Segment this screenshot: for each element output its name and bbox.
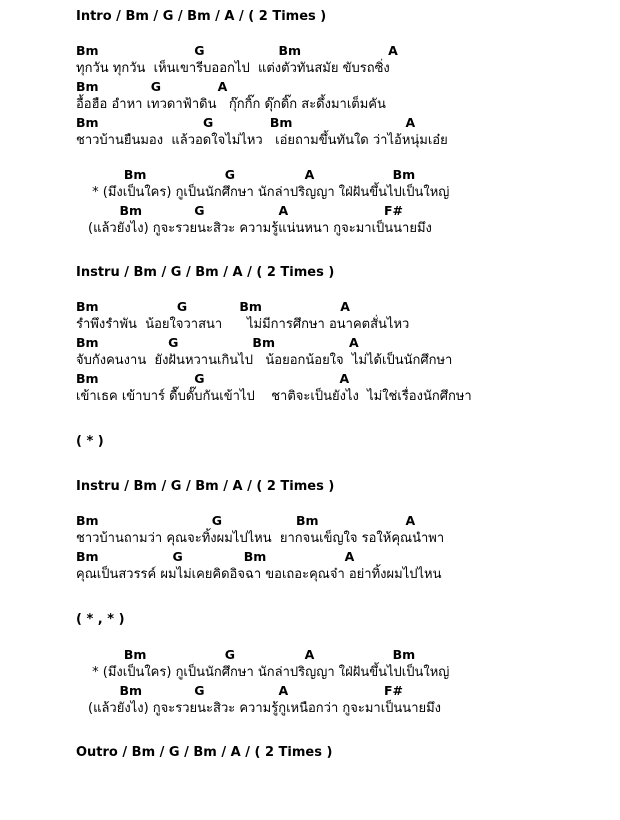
spacer bbox=[0, 26, 620, 42]
chord-line: Bm G A Bm bbox=[76, 167, 416, 182]
chord-line: Bm G Bm A bbox=[76, 513, 416, 528]
lyric-line: จับกังคนงาน ยังฝันหวานเกินไป น้อยอกน้อยใจ ไม่ได้เป็นนักศึกษา bbox=[76, 353, 453, 368]
verse-verse-3 bbox=[0, 512, 620, 584]
repeat-marker-marker-2: ( * , * ) bbox=[76, 612, 125, 627]
lyric-line: ชาวบ้านถามว่า คุณจะทิ้งผมไปไหน ยากจนเข็ญใจ รอให้คุณนำพา bbox=[76, 531, 445, 546]
lyric-line: อื้อฮือ อำหา เทวดาฟ้าดิน กุ๊กกิ๊ก ดุ๊กดิ๊ก สะดึ้งมาเต็มคัน bbox=[76, 97, 386, 112]
chord-line: Bm G A F# bbox=[76, 683, 403, 698]
lyric-line: ทุกวัน ทุกวัน เห็นเขารีบออกไป แต่งตัวทันสมัย ขับรถซิ่ง bbox=[76, 61, 390, 76]
lyric-line: ชาวบ้านยืนมอง แล้วอดใจไม่ไหว เอ่ยถามขึ้นทันใด ว่าไอ้หนุ่มเอ๋ย bbox=[76, 133, 448, 148]
section-heading-outro: Outro / Bm / G / Bm / A / ( 2 Times ) bbox=[76, 745, 333, 760]
lyric-line: * (มึงเป็นใคร) กูเป็นนักศึกษา นักล่าปริญญา ใฝ่ฝันขึ้นไปเป็นใหญ่ bbox=[88, 665, 450, 680]
verse-verse-1 bbox=[0, 42, 620, 150]
spacer bbox=[0, 238, 620, 264]
chord-line: Bm G A F# bbox=[76, 203, 403, 218]
section-heading-instru-1: Instru / Bm / G / Bm / A / ( 2 Times ) bbox=[76, 265, 335, 280]
lyric-line: (แล้วยังไง) กูจะรวยนะสิวะ ความรู้กูเหนือกว่า กูจะมาเป็นนายมึง bbox=[88, 701, 442, 716]
chorus-chorus-1 bbox=[0, 166, 620, 238]
chord-line: Bm G Bm A bbox=[76, 335, 359, 350]
chord-line: Bm G A bbox=[76, 371, 350, 386]
spacer bbox=[0, 452, 620, 478]
lyric-line: รำพึงรำพัน น้อยใจวาสนา ไม่มีการศึกษา อนาคตสั่นไหว bbox=[76, 317, 410, 332]
section-heading-instru-2: Instru / Bm / G / Bm / A / ( 2 Times ) bbox=[76, 479, 335, 494]
lyric-line: * (มึงเป็นใคร) กูเป็นนักศึกษา นักล่าปริญญา ใฝ่ฝันขึ้นไปเป็นใหญ่ bbox=[88, 185, 450, 200]
chorus-chorus-2 bbox=[0, 646, 620, 718]
spacer bbox=[0, 282, 620, 298]
spacer bbox=[0, 718, 620, 744]
chord-line: Bm G A Bm bbox=[76, 647, 416, 662]
chord-line: Bm G Bm A bbox=[76, 43, 398, 58]
spacer bbox=[0, 150, 620, 166]
lyric-line: คุณเป็นสวรรค์ ผมไม่เคยคิดอิจฉา ขอเถอะคุณจ๋า อย่าทิ้งผมไปไหน bbox=[76, 567, 442, 582]
chord-line: Bm G Bm A bbox=[76, 115, 416, 130]
verse-verse-2 bbox=[0, 298, 620, 406]
lyric-line: (แล้วยังไง) กูจะรวยนะสิวะ ความรู้แน่นหนา กูจะมาเป็นนายมึง bbox=[88, 221, 432, 236]
chord-line: Bm G Bm A bbox=[76, 299, 350, 314]
section-heading-intro: Intro / Bm / G / Bm / A / ( 2 Times ) bbox=[76, 9, 327, 24]
lyric-line: เข้าเธค เข้าบาร์ ดื๊บดั๊บกันเข้าไป ชาติจะเป็นยังไง ไม่ใช่เรื่องนักศึกษา bbox=[76, 389, 472, 404]
spacer bbox=[0, 584, 620, 610]
repeat-marker-marker-1: ( * ) bbox=[76, 434, 104, 449]
spacer bbox=[0, 630, 620, 646]
chord-line: Bm G Bm A bbox=[76, 549, 355, 564]
chord-line: Bm G A bbox=[76, 79, 228, 94]
spacer bbox=[0, 496, 620, 512]
spacer bbox=[0, 0, 620, 8]
spacer bbox=[0, 406, 620, 432]
